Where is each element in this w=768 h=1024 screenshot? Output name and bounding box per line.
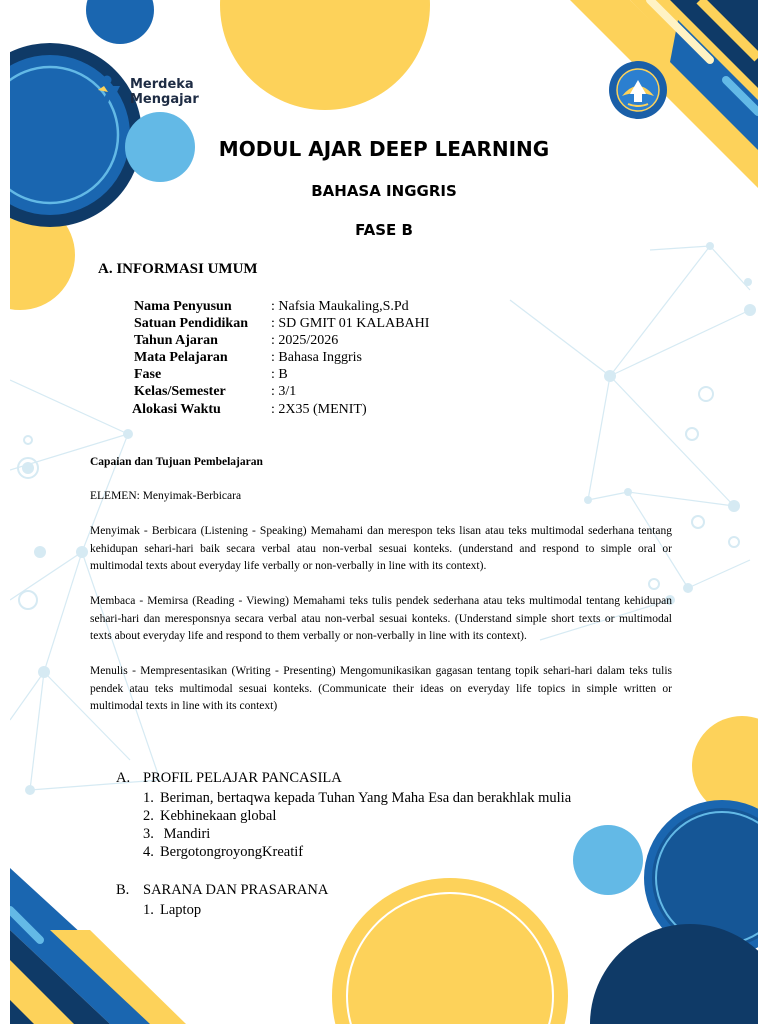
- list-item-text: Laptop: [160, 902, 202, 918]
- tut-wuri-handayani-icon: [608, 60, 668, 120]
- list-item-number: 3.: [143, 826, 154, 842]
- paragraph-reading: Membaca - Memirsa (Reading - Viewing) Memahami teks tulis pendek sederhana atau teks multimodal tentang kehidupan sehari-hari dan meresponsnya secara verbal atau non-verbal sesuai konteks. (Understand simple short texts or multimodal texts about everyday life and respond to them verbally or non-verbally in line with its context).: [90, 595, 672, 642]
- info-label: Kelas/Semester: [134, 384, 226, 399]
- logo-text-line2: Mengajar: [130, 92, 199, 107]
- elemen-line: ELEMEN: Menyimak-Berbicara: [90, 490, 242, 502]
- network-lines-right: [510, 246, 750, 640]
- list-item-number: 1.: [143, 902, 154, 918]
- info-label: Nama Penyusun: [134, 299, 232, 314]
- info-label: Mata Pelajaran: [134, 350, 228, 365]
- info-label: Fase: [134, 367, 162, 382]
- merdeka-figure-icon: [98, 74, 128, 114]
- info-value: : Nafsia Maukaling,S.Pd: [271, 299, 409, 314]
- info-value: : Bahasa Inggris: [271, 350, 362, 365]
- list-item-text: BergotongroyongKreatif: [160, 844, 304, 860]
- section-a-heading: A. INFORMASI UMUM: [98, 261, 258, 277]
- logo-text-line1: Merdeka: [130, 77, 194, 92]
- phase-title: FASE B: [355, 221, 413, 239]
- profil-list: [143, 789, 703, 861]
- list-item-number: 2.: [143, 808, 154, 824]
- subject-title: BAHASA INGGRIS: [311, 182, 457, 200]
- sarana-list: [143, 901, 443, 919]
- list-item: [143, 843, 703, 861]
- sarana-title: SARANA DAN PRASARANA: [143, 882, 329, 898]
- info-value: : 3/1: [271, 384, 297, 399]
- profil-marker: A.: [116, 770, 131, 786]
- info-value: : B: [271, 367, 288, 382]
- profil-title: PROFIL PELAJAR PANCASILA: [143, 770, 342, 786]
- paragraph-listening: Menyimak - Berbicara (Listening - Speaking) Memahami dan merespon teks lisan atau teks multimodal sederhana tentang kehidupan sehari-hari baik secara verbal atau non-verbal sesuai konteks. (understand and respond to simple oral or multimodal texts about everyday life verbally or non-verbally in line with its context).: [90, 525, 672, 572]
- list-item-number: 1.: [143, 790, 154, 806]
- sarana-heading: [116, 881, 329, 899]
- document-title: MODUL AJAR DEEP LEARNING: [218, 137, 550, 161]
- list-item-text: Kebhinekaan global: [160, 808, 277, 824]
- info-value: : 2X35 (MENIT): [271, 402, 367, 417]
- list-item-text: Beriman, bertaqwa kepada Tuhan Yang Maha Esa dan berakhlak mulia: [160, 790, 572, 806]
- paragraph-writing: Menulis - Mempresentasikan (Writing - Presenting) Mengomunikasikan gagasan tentang topik sehari-hari dalam teks tulis pendek atau teks multimodal sesuai konteks. (Communicate their ideas on everyday life topics in simple written or multimodal texts in line with its context): [90, 665, 672, 712]
- list-item: [143, 825, 703, 843]
- profil-heading: [116, 769, 342, 787]
- info-label: Alokasi Waktu: [132, 402, 221, 417]
- list-item-number: 4.: [143, 844, 154, 860]
- info-value: : SD GMIT 01 KALABAHI: [271, 316, 430, 331]
- info-value: : 2025/2026: [271, 333, 339, 348]
- list-item: [143, 789, 703, 807]
- list-item: [143, 807, 703, 825]
- cp-heading: Capaian dan Tujuan Pembelajaran: [90, 456, 263, 468]
- list-item: [143, 901, 443, 919]
- info-label: Satuan Pendidikan: [134, 316, 248, 331]
- merdeka-mengajar-logo: [98, 72, 208, 116]
- info-label: Tahun Ajaran: [134, 333, 218, 348]
- document-page: [10, 0, 758, 1024]
- sarana-marker: B.: [116, 882, 130, 898]
- list-item-text: Mandiri: [160, 826, 211, 842]
